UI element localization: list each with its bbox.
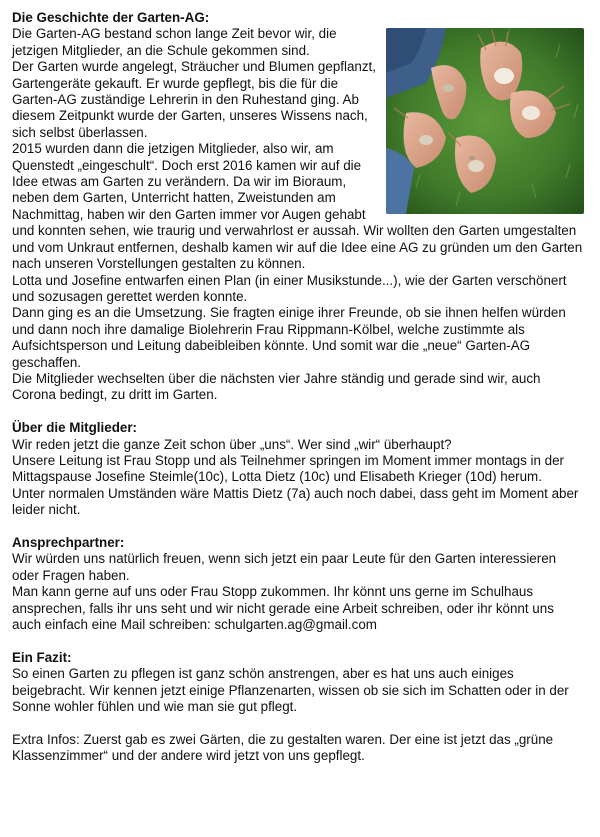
- conclusion-paragraph: So einen Garten zu pflegen ist ganz schön anstrengen, aber es hat uns auch einiges beigebracht. Wir kennen jetzt einige Pflanzenarten, wissen ob sie sich im Schatten oder in der Sonne wohler fühlen und wie man sie gut pflegt.: [12, 666, 569, 715]
- members-paragraph-1: Wir reden jetzt die ganze Zeit schon über „uns“. Wer sind „wir“ überhaupt?: [12, 436, 452, 452]
- members-paragraph-2: Unsere Leitung ist Frau Stopp und als Teilnehmer springen im Moment immer montags in der Mittagspause Josefine Steimle(10c), Lotta Dietz (10c) und Elisabeth Krieger (10d) herum.: [12, 452, 565, 485]
- history-paragraph-5: Dann ging es an die Umsetzung. Sie fragten einige ihrer Freunde, ob sie ihnen helfen würden und dann noch ihre damalige Biolehrerin Frau Rippmann-Kölbel, welche zustimmte als Aufsichtsperson und Leitung dabeibleiben könnte. Und somit war die „neue“ Garten-AG geschaffen.: [12, 305, 566, 370]
- contact-section: [12, 535, 586, 633]
- members-section: [12, 420, 586, 518]
- history-paragraph-6: Die Mitglieder wechselten über die nächsten vier Jahre ständig und gerade sind wir, auch Corona bedingt, zu dritt im Garten.: [12, 370, 541, 403]
- history-section: [12, 10, 586, 404]
- conclusion-section: [12, 650, 586, 765]
- contact-paragraph-2: Man kann gerne auf uns oder Frau Stopp zukommen. Ihr könnt uns gerne im Schulhaus ansprechen, falls ihr uns seht und wir nicht gerade eine Arbeit schreiben, oder ihr könnt uns auch einfach eine Mail schreiben: schulgarten.ag@gmail.com: [12, 584, 554, 632]
- history-heading: Die Geschichte der Garten-AG:: [12, 10, 210, 25]
- hands-holding-seeds-photo: [386, 28, 584, 214]
- members-paragraph-3: Unter normalen Umständen wäre Mattis Dietz (7a) auch noch dabei, dass geht im Moment aber leider nicht.: [12, 485, 579, 518]
- history-paragraph-2: Der Garten wurde angelegt, Sträucher und Blumen gepflanzt, Gartengeräte gekauft. Er wurde gepflegt, bis die für die Garten-AG zuständige Lehrerin in den Ruhestand ging. Ab diesem Zeitpunkt wurde der Garten, unseres Wissens nach, sich selbst überlassen.: [12, 59, 376, 140]
- members-heading: Über die Mitglieder:: [12, 420, 137, 436]
- extra-info-paragraph: Extra Infos: Zuerst gab es zwei Gärten, die zu gestalten waren. Der eine ist jetzt das „grüne Klassenzimmer“ und der andere wird jetzt von uns gepflegt.: [12, 731, 554, 764]
- conclusion-heading: Ein Fazit:: [12, 649, 72, 665]
- history-paragraph-4: Lotta und Josefine entwarfen einen Plan (in einer Musikstunde...), wie der Garten verschönert und sozusagen gerettet werden konnte.: [12, 272, 567, 304]
- history-paragraph-1: Die Garten-AG bestand schon lange Zeit bevor wir, die jetzigen Mitglieder, an die Schule gekommen sind.: [12, 26, 337, 58]
- contact-paragraph-1: Wir würden uns natürlich freuen, wenn sich jetzt ein paar Leute für den Garten interessieren oder Fragen haben.: [12, 551, 557, 583]
- contact-heading: Ansprechpartner:: [12, 534, 125, 550]
- history-paragraph-3: 2015 wurden dann die jetzigen Mitglieder, also wir, am Quenstedt „eingeschult“. Doch erst 2016 kamen wir auf die Idee etwas am Garten zu verändern. Da wir im Bioraum, neben dem Garten, Unterricht hatten, Zweistunden am Nachmittag, haben wir den Garten immer vor Augen gehabt und konnten sehen, wie traurig und verwahrlost er aussah. Wir wollten den Garten umgestalten und vom Unkraut entfernen, deshalb kamen wir auf die Idee eine AG zu gründen um den Garten nach unseren Vorstellungen gestalten zu können.: [12, 141, 583, 272]
